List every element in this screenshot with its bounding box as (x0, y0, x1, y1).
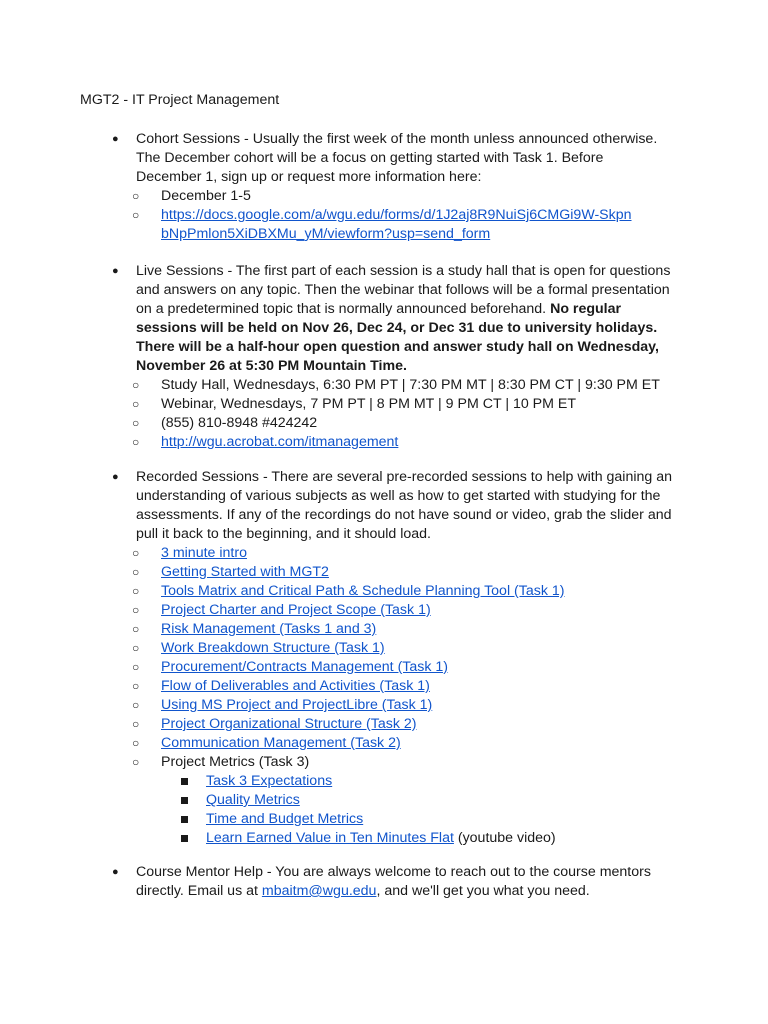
circle-marker: ○ (132, 755, 140, 769)
recording-link-project-charter[interactable]: Project Charter and Project Scope (Task 1) (161, 602, 431, 618)
list-item (132, 544, 672, 563)
circle-marker: ○ (132, 584, 140, 598)
cohort-date: December 1-5 (161, 188, 251, 204)
bullet-marker: ● (112, 265, 119, 277)
list-item (132, 582, 672, 601)
circle-marker: ○ (132, 736, 140, 750)
circle-marker: ○ (132, 622, 140, 636)
list-item (132, 696, 672, 715)
bullet-marker: ● (112, 471, 119, 483)
live-sessions-list (132, 376, 672, 452)
list-item (132, 601, 672, 620)
cohort-sessions-section (112, 130, 672, 244)
list-item (177, 791, 672, 810)
recording-link-tools-matrix[interactable]: Tools Matrix and Critical Path & Schedule Planning Tool (Task 1) (161, 583, 565, 599)
list-item (132, 563, 672, 582)
list-item (132, 715, 672, 734)
recording-link-task3-expectations[interactable]: Task 3 Expectations (206, 773, 333, 789)
circle-marker: ○ (132, 565, 140, 579)
recording-link-wbs[interactable]: Work Breakdown Structure (Task 1) (161, 640, 385, 656)
recording-link-org-structure[interactable]: Project Organizational Structure (Task 2) (161, 716, 417, 732)
circle-marker: ○ (132, 208, 140, 222)
list-item (132, 734, 672, 753)
list-item (177, 829, 672, 848)
recording-link-earned-value[interactable]: Learn Earned Value in Ten Minutes Flat (206, 830, 454, 846)
cohort-signup-link[interactable]: https://docs.google.com/a/wgu.edu/forms/d/1J2aj8R9NuiSj6CMGi9W-SkpnbNpPmlon5XiDBXMu_yM/viewform?usp=send_form (161, 207, 632, 242)
recording-link-ms-project[interactable]: Using MS Project and ProjectLibre (Task 1) (161, 697, 433, 713)
webinar-schedule: Webinar, Wednesdays, 7 PM PT | 8 PM MT | 9 PM CT | 10 PM ET (161, 396, 577, 412)
recording-link-quality-metrics[interactable]: Quality Metrics (206, 792, 300, 808)
square-marker (181, 816, 188, 823)
study-hall-schedule: Study Hall, Wednesdays, 6:30 PM PT | 7:30 PM MT | 8:30 PM CT | 9:30 PM ET (161, 377, 660, 393)
cohort-sessions-text: Cohort Sessions - Usually the first week of the month unless announced otherwise. The December cohort will be a focus on getting started with Task 1. Before December 1, sign up or request more information here: (136, 131, 658, 185)
list-item (132, 187, 672, 206)
list-item (132, 753, 672, 848)
recording-link-flow-of-deliverables[interactable]: Flow of Deliverables and Activities (Task 1) (161, 678, 430, 694)
list-item (132, 206, 672, 244)
recording-link-communication[interactable]: Communication Management (Task 2) (161, 735, 401, 751)
circle-marker: ○ (132, 698, 140, 712)
square-marker (181, 778, 188, 785)
acrobat-link[interactable]: http://wgu.acrobat.com/itmanagement (161, 434, 399, 450)
circle-marker: ○ (132, 679, 140, 693)
circle-marker: ○ (132, 717, 140, 731)
circle-marker: ○ (132, 397, 140, 411)
phone-number: (855) 810-8948 #424242 (161, 415, 318, 431)
mentor-help-description: Course Mentor Help - You are always welcome to reach out to the course mentors directly. Email us at (136, 864, 651, 899)
square-marker (181, 797, 188, 804)
bullet-marker: ● (112, 866, 119, 878)
bullet-marker: ● (112, 133, 119, 145)
circle-marker: ○ (132, 546, 140, 560)
mentor-email-link[interactable]: mbaitm@wgu.edu (261, 883, 377, 899)
list-item (177, 772, 672, 791)
mentor-help-section (112, 863, 672, 901)
circle-marker: ○ (132, 435, 140, 449)
circle-marker: ○ (132, 189, 140, 203)
list-item (132, 677, 672, 696)
list-item (132, 620, 672, 639)
list-item (132, 395, 672, 414)
project-metrics-label: Project Metrics (Task 3) (161, 754, 310, 770)
live-sessions-description: Live Sessions - The first part of each session is a study hall that is open for questions and answers on any topic. Then the webinar that follows will be a formal presentation on a predetermined topic that is normally announced beforehand. (136, 263, 671, 317)
circle-marker: ○ (132, 641, 140, 655)
recording-link-risk-management[interactable]: Risk Management (Tasks 1 and 3) (161, 621, 377, 637)
list-item (132, 433, 672, 452)
recording-link-time-budget[interactable]: Time and Budget Metrics (206, 811, 364, 827)
list-item (177, 810, 672, 829)
square-marker (181, 835, 188, 842)
document-title: MGT2 - IT Project Management (80, 92, 280, 108)
live-sessions-text (136, 262, 672, 376)
recording-link-intro[interactable]: 3 minute intro (161, 545, 247, 561)
holiday-notice: No regular sessions will be held on Nov 26, Dec 24, or Dec 31 due to university holidays. There will be a half-hour open question and answer study hall on Wednesday, November 26 at 5:30 PM Mountain Time. (136, 301, 659, 374)
list-item (132, 658, 672, 677)
circle-marker: ○ (132, 603, 140, 617)
recording-link-getting-started[interactable]: Getting Started with MGT2 (161, 564, 329, 580)
list-item (132, 376, 672, 395)
circle-marker: ○ (132, 660, 140, 674)
recorded-sessions-list (132, 544, 672, 848)
project-metrics-list (177, 772, 672, 848)
mentor-help-text (136, 863, 672, 901)
recording-link-procurement[interactable]: Procurement/Contracts Management (Task 1) (161, 659, 449, 675)
list-item (132, 639, 672, 658)
live-sessions-section (112, 262, 672, 452)
circle-marker: ○ (132, 416, 140, 430)
mentor-help-closing: , and we'll get you what you need. (376, 883, 590, 899)
list-item (132, 414, 672, 433)
youtube-note: (youtube video) (453, 830, 556, 846)
cohort-sessions-list (132, 187, 672, 244)
circle-marker: ○ (132, 378, 140, 392)
recorded-sessions-text: Recorded Sessions - There are several pre-recorded sessions to help with gaining an understanding of various subjects as well as how to get started with studying for the assessments. If any of the recordings do not have sound or video, grab the slider and pull it back to the beginning, and it should load. (136, 469, 673, 542)
recorded-sessions-section (112, 468, 672, 848)
